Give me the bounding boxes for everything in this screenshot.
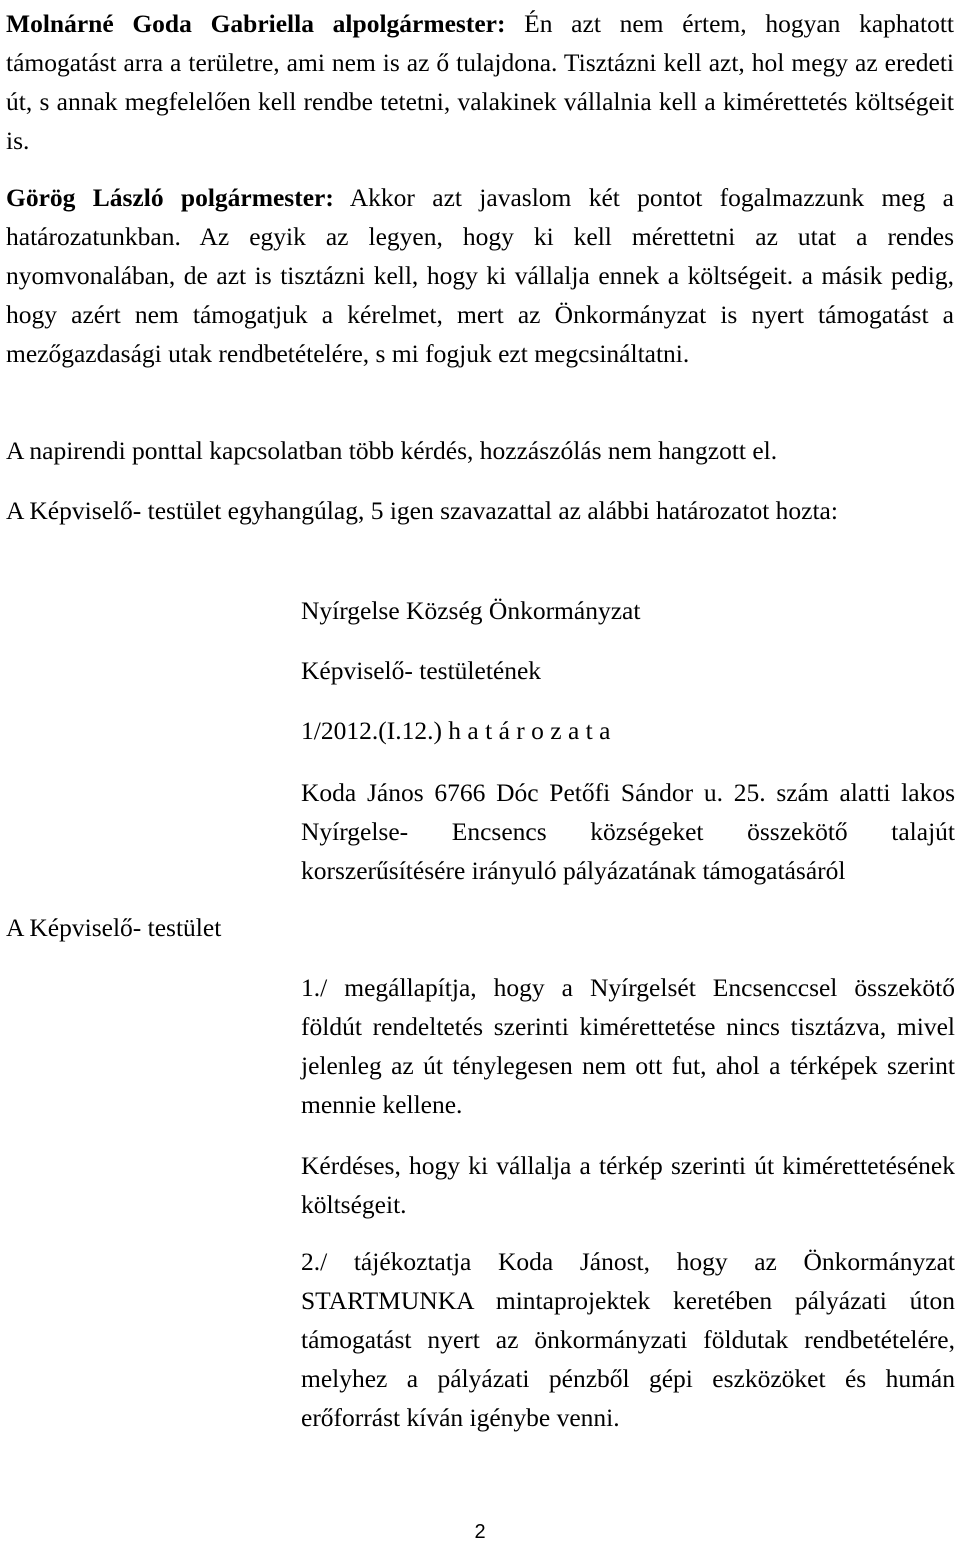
- resolution-block: [301, 0, 955, 1545]
- statement-text: Akkor azt javaslom két pontot fogalmazzunk meg a határozatunkban. Az egyik az legyen, hogy ki kell mérettetni az utat a rendes nyomvonalában, de azt is tisztázni kell, hogy ki vállalja ennek a költségeit. a másik pedig, hogy azért nem támogatjuk a kérelmet, mert az Önkormányzat is nyert támogatást a mezőgazdasági utak rendbetételére, s mi fogjuk ezt megcsináltatni.: [6, 183, 954, 368]
- page-number: 2: [474, 1521, 486, 1543]
- resolution-item-1: 1./ megállapítja, hogy a Nyírgelsét Encsenccsel összekötő földút rendeltetés szerinti kimérettetése nincs tisztázva, mivel jelenleg az út ténylegesen nem ott fut, ahol a térképek szerint mennie kellene.: [301, 973, 955, 1119]
- resolution-body: Képviselő- testületének: [301, 656, 542, 685]
- resolution-left-label: A Képviselő- testület: [6, 913, 222, 942]
- statement-text: Én azt nem értem, hogyan kaphatott támogatást arra a területre, ami nem is az ő tulajdona. Tisztázni kell azt, hol megy az eredeti út, s annak megfelelően kell rendbe tetetni, valakinek vállalnia kell a kimérettetés költségeit is.: [6, 9, 954, 155]
- resolution-number: 1/2012.(I.12.) h a t á r o z a t a: [301, 716, 611, 745]
- speaker-name: Molnárné Goda Gabriella alpolgármester:: [6, 9, 506, 38]
- resolution-item-1-note: Kérdéses, hogy ki vállalja a térkép szerinti út kimérettetésének költségeit.: [301, 1151, 955, 1219]
- resolution-item-2: 2./ tájékoztatja Koda Jánost, hogy az Önkormányzat STARTMUNKA mintaprojektek keretében pályázati úton támogatást nyert az önkormányzati földutak rendbetételére, melyhez a pályázati pénzből gépi eszközöket és humán erőforrást kíván igénybe venni.: [301, 1247, 955, 1432]
- paragraph-vote-result: A Képviselő- testület egyhangúlag, 5 igen szavazattal az alábbi határozatot hozta:: [6, 496, 838, 525]
- resolution-subject: Koda János 6766 Dóc Petőfi Sándor u. 25. szám alatti lakos Nyírgelse- Encsencs községeket összekötő talajút korszerűsítésére irányuló pályázatának támogatásáról: [301, 778, 955, 885]
- resolution-org: Nyírgelse Község Önkormányzat: [301, 596, 641, 625]
- paragraph-no-further-questions: A napirendi ponttal kapcsolatban több kérdés, hozzászólás nem hangzott el.: [6, 436, 778, 465]
- speaker-name: Görög László polgármester:: [6, 183, 334, 212]
